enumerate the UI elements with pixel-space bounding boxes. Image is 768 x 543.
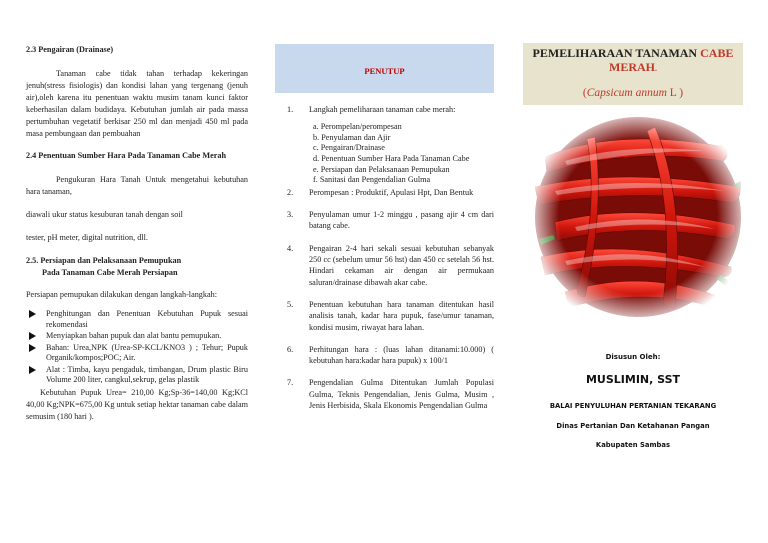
sub-item: f. Sanitasi dan Pengendalian Gulma bbox=[313, 175, 431, 185]
penutup-heading: PENUTUP bbox=[364, 66, 405, 76]
list-item: Penghitungan dan Penentuan Kebutuhan Pupuk sesuai rekomendasi bbox=[26, 309, 248, 330]
list-item: 4. Pengairan 2-4 hari sekali sesuai kebutuhan sebanyak 250 cc (sebelum umur 56 hst) dan 450 cc setelah 56 hst. Hindari cekaman air dengan air permukaan saluran/drainase dibawah akar cabe. bbox=[287, 243, 494, 287]
triangle-bullet-icon bbox=[29, 344, 36, 352]
author-name: MUSLIMIN, SST bbox=[585, 373, 680, 386]
list-item: Bahan: Urea,NPK (Urea-SP-KCL/KNO3 ) ; Tehur; Pupuk Organik/kompos;POC; Air. bbox=[26, 343, 248, 364]
section-2-5-heading-line1: 2.5. Persiapan dan Pelaksanaan Pemupukan bbox=[26, 256, 182, 265]
sub-item: e. Persiapan dan Pelaksanaan Pemupukan bbox=[313, 164, 450, 174]
cover-title: PEMELIHARAAN TANAMAN CABE MERAH. bbox=[532, 46, 734, 74]
closing-list bbox=[287, 104, 494, 411]
section-2-5-intro: Persiapan pemupukan dilakukan dengan langkah-langkah: bbox=[26, 290, 217, 299]
section-2-3-heading: 2.3 Pengairan (Drainase) bbox=[26, 45, 114, 54]
organization-name: BALAI PENYULUHAN PERTANIAN TEKARANG bbox=[549, 402, 717, 410]
section-2-4-p2: diawali ukur status kesuburan tanah dengan soil bbox=[26, 210, 183, 219]
list-item: 7. Pengendalian Gulma Ditentukan Jumlah Populasi Gulma, Teknis Pengendalian, Jenis Gulma, Musim , Jenis Herbisida, Skala Ekonomis Pengendalian Gulma bbox=[287, 378, 494, 411]
sub-item: c. Pengairan/Drainase bbox=[313, 143, 385, 153]
column-middle bbox=[287, 104, 494, 411]
triangle-bullet-icon bbox=[29, 332, 36, 340]
sub-item: b. Penyulaman dan Ajir bbox=[313, 132, 391, 142]
list-item: 6. Perhitungan hara : (luas lahan ditanami:10.000) ( kebutuhan hara:kadar hara pupuk) x 100/1 bbox=[287, 344, 494, 366]
list-item: 1. Langkah pemeliharaan tanaman cabe merah: a. Perompelan/perompesan b. Penyulaman dan Ajir c. Pengairan/Drainase d. Penentuan Sumber Hara Pada Tanaman Cabe e. Persiapan dan Pelaksanaan Pemupukan f. Sanitasi dan Pengendalian Gulma bbox=[287, 104, 494, 186]
list-item: Alat : Timba, kayu pengaduk, timbangan, Drum plastic Biru Volume 200 liter, cangkul,sekrup, gelas plastik bbox=[26, 365, 248, 386]
fertilizer-requirement: Kebutuhan Pupuk Urea= 210,00 Kg;Sp-36=140,00 Kg;KCl 40,00 Kg;NPK=675,00 Kg untuk setiap hektar tanaman cabe dalam semusim (180 hari ). bbox=[26, 387, 248, 421]
column-left bbox=[26, 44, 248, 423]
section-2-5-heading-line2: Pada Tanaman Cabe Merah Persiapan bbox=[42, 268, 178, 277]
list-item: 5. Penentuan kebutuhan hara tanaman ditentukan hasil analisis tanah, kadar hara pupuk, fase/umur tanaman, kondisi musim, riwayat hara lahan. bbox=[287, 299, 494, 332]
sub-item: d. Penentuan Sumber Hara Pada Tanaman Cabe bbox=[313, 154, 470, 164]
section-2-4-p3: tester, pH meter, digital nutrition, dll. bbox=[26, 233, 148, 242]
triangle-bullet-icon bbox=[29, 366, 36, 374]
scientific-name: (Capsicum annum L ) bbox=[582, 87, 684, 99]
section-2-3-body: Tanaman cabe tidak tahan terhadap kekeringan jenuh(stress fisiologis) dan kondisi lahan yang tergenang (jenuh air),oleh karena itu penentuan waktu musim tanam kunci faktor keberhasilan dalam budidaya. Kebutuhan jumlah air pada massa pertumbuhan vegetatif berkisar 250 ml dan menjadi 450 ml pada masa pembungaan dan pembuahan bbox=[26, 69, 248, 138]
red-chili-image bbox=[535, 117, 741, 317]
sub-item: a. Perompelan/perompesan bbox=[313, 122, 402, 132]
preparation-list bbox=[26, 309, 248, 386]
list-item: 2. Perompesan : Produktif, Apulasi Hpt, Dan Bentuk bbox=[287, 187, 474, 197]
regency-name: Kabupaten Sambas bbox=[595, 441, 671, 449]
triangle-bullet-icon bbox=[29, 310, 36, 318]
section-2-4-p1: Pengukuran Hara Tanah Untuk mengetahui kebutuhan hara tanaman, bbox=[26, 175, 248, 196]
sub-list bbox=[309, 122, 494, 186]
list-item: 3. Penyulaman umur 1-2 minggu , pasang ajir 4 cm dari batang cabe. bbox=[287, 210, 494, 231]
section-2-4-heading: 2.4 Penentuan Sumber Hara Pada Tanaman Cabe Merah bbox=[26, 151, 227, 160]
disusun-oleh-label: Disusun Oleh: bbox=[605, 353, 661, 361]
department-name: Dinas Pertanian Dan Ketahanan Pangan bbox=[556, 422, 710, 430]
list-item: Menyiapkan bahan pupuk dan alat bantu pemupukan. bbox=[26, 331, 248, 342]
